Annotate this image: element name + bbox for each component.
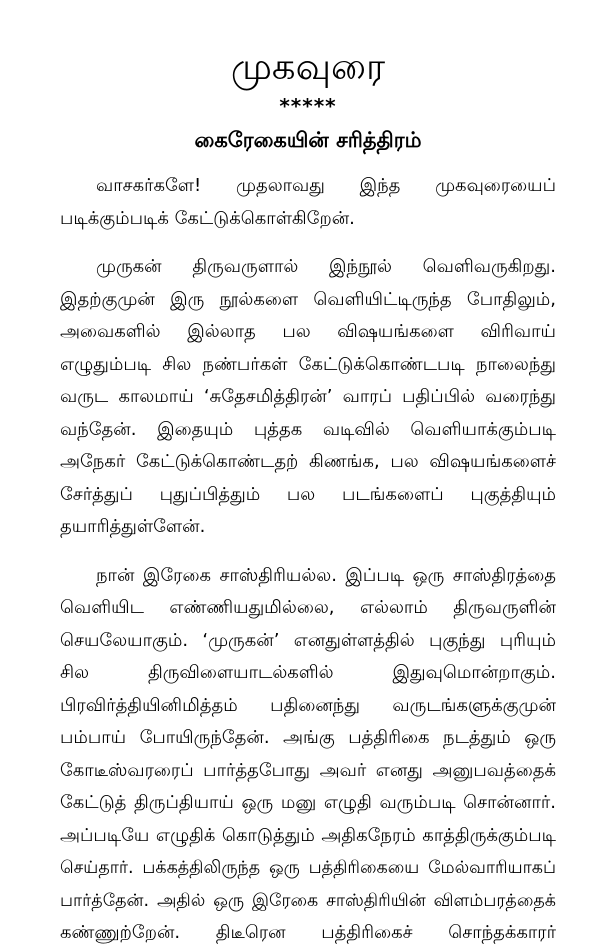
paragraph-line: அநேகர் கேட்டுக்கொண்டதற் கிணங்க, பல விஷயங்களைச் [60,451,556,472]
paragraph-3 [60,560,556,950]
paragraph-line: படிக்கும்படிக் கேட்டுக்கொள்கிறேன். [60,207,355,229]
paragraph-line: தயாரித்துள்ளேன். [60,516,206,537]
page-title: முகவுரை [230,45,386,88]
paragraph-line: பம்பாய் போயிருந்தேன். அங்கு பத்திரிகை நடத்தும் ஒரு [60,727,556,748]
paragraph-1 [60,170,556,235]
paragraph-line: பிரவிர்த்தியினிமித்தம் பதினைந்து வருடங்களுக்குமுன் [60,694,556,716]
paragraph-line: சேர்த்துப் புதுப்பித்தும் பல படங்களைப் புகுத்தியும் [60,483,556,505]
paragraph-line: கண்ணுற்றேன். திடீரென பத்திரிகைச் சொந்தக்காரர் [60,922,556,943]
paragraph-line: கோடீஸ்வரரைப் பார்த்தபோது அவர் எனது அனுபவத்தைக் [60,759,556,781]
paragraph-line: செய்தார். பக்கத்திலிருந்த ஒரு பத்திரிகையை மேல்வாரியாகப் [60,858,556,878]
star-separator: ***** [279,94,337,118]
paragraph-line: பார்த்தேன். அதில் ஒரு இரேகை சாஸ்திரியின் விளம்பரத்தைக் [60,890,556,911]
paragraph-line: அப்படியே எழுதிக் கொடுத்தும் அதிகநேரம் காத்திருக்கும்படி [60,824,556,846]
paragraph-line: செயலேயாகும். ‘முருகன்’ எனதுள்ளத்தில் புகுந்து புரியும் [60,629,556,651]
paragraph-line: வெளியிட எண்ணியதுமில்லை, எல்லாம் திருவருளின் [60,597,556,618]
paragraph-line: கேட்டுத் திருப்தியாய் ஒரு மனு எழுதி வரும்படி சொன்னார். [60,792,556,813]
paragraph-line: அவைகளில் இல்லாத பல விஷயங்களை விரிவாய் [60,321,556,342]
paragraph-2 [60,251,556,544]
paragraph-line: சில திருவிளையாடல்களில் இதுவுமொன்றாகும். [60,662,556,683]
paragraph-line: முருகன் திருவருளால் இந்நூல் வெளிவருகிறது. [96,256,556,277]
paragraph-line: இதற்குமுன் இரு நூல்களை வெளியிட்டிருந்த போதிலும், [60,288,556,310]
paragraph-line: வந்தேன். இதையும் புத்தக வடிவில் வெளியாக்கும்படி [60,418,556,440]
paragraph-line: வருட காலமாய் ‘சுதேசமித்திரன்’ வாரப் பதிப்பில் வரைந்து [60,386,556,407]
paragraph-line: வாசகர்களே! முதலாவது இந்த முகவுரையைப் [96,175,556,196]
section-heading: கைரேகையின் சரித்திரம் [194,128,422,152]
paragraph-line: எழுதும்படி சில நண்பர்கள் கேட்டுக்கொண்டபடி நாலைந்து [60,353,556,375]
paragraph-line: நான் இரேகை சாஸ்திரியல்ல. இப்படி ஒரு சாஸ்திரத்தை [96,564,556,586]
